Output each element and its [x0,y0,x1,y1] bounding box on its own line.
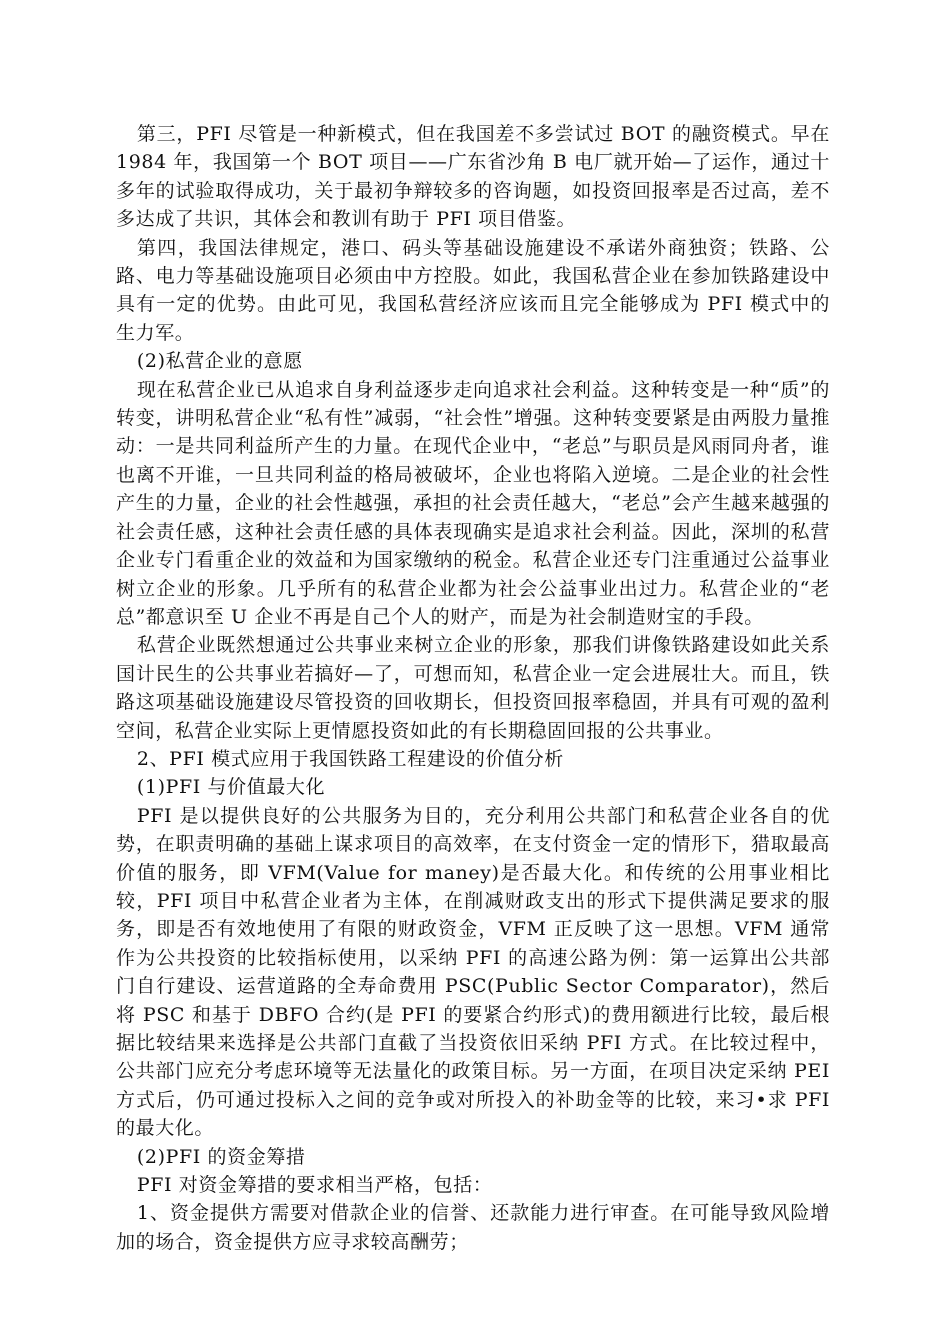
heading-pfi-value-maximization: (1)PFI 与价值最大化 [136,776,326,799]
heading-value-analysis: 2、PFI 模式应用于我国铁路工程建设的价值分析 [136,747,564,770]
paragraph-financing-item-1: 1、资金提供方需要对借款企业的信誉、还款能力进行审查。在可能导致风险增加的场合，资金提供方应寻求较高酬劳； [116,1202,830,1253]
paragraph-railway-investment: 私营企业既然想通过公共事业来树立企业的形象，那我们讲像铁路建设如此关系国计民生的公共事业若搞好—了，可想而知，私营企业一定会进展壮大。而且，铁路这项基础设施建设尽管投资的回收期长，但投资回报率稳固，并具有可观的盈利空间，私营企业实际上更情愿投资如此的有长期稳固回报的公共事业。 [116,634,830,742]
paragraph-vfm: PFI 是以提供良好的公共服务为目的，充分利用公共部门和私营企业各自的优势，在职责明确的基础上谋求项目的高效率，在支付资金一定的情形下，猎取最高价值的服务，即 VFM(Value for maney)是否最大化。和传统的公用事业相比较，PFI 项目中私营企业者为主体，在削减财政支出的形式下提供满足要求的服务，即是否有效地使用了有限的财政资金，VFM 正反映了这一思想。VFM 通常作为公共投资的比较指标使用，以采纳 PFI 的高速公路为例：第一运算出公共部门自行建设、运营道路的全寿命费用 PSC(Public Sector Comparator)，然后将 PSC 和基于 DBFO 合约(是 PFI 的要紧合约形式)的费用额进行比较，最后根据比较结果来选择是公共部门直截了当投资依旧采纳 PFI 方式。在比较过程中，公共部门应充分考虑环境等无法量化的政策目标。另一方面，在项目决定采纳 PEI 方式后，仍可通过投标入之间的竞争或对所投入的补助金等的比较，来习•求 PFI 的最大化。 [116,804,830,1140]
heading-private-enterprise-willingness: (2)私营企业的意愿 [136,350,303,373]
paragraph-financing-requirements: PFI 对资金筹措的要求相当严格，包括： [136,1174,493,1197]
paragraph-social-interest: 现在私营企业已从追求自身利益逐步走向追求社会利益。这种转变是一种“质”的转变，讲明私营企业“私有性”减弱，“社会性”增强。这种转变要紧是由两股力量推动：一是共同利益所产生的力量。在现代企业中，“老总”与职员是风雨同舟者，谁也离不开谁，一旦共同利益的格局被破坏，企业也将陷入逆境。二是企业的社会性产生的力量，企业的社会性越强，承担的社会责任越大，“老总”会产生越来越强的社会责任感，这种社会责任感的具体表现确实是追求社会利益。因此，深圳的私营企业专门看重企业的效益和为国家缴纳的税金。私营企业还专门注重通过公益事业树立企业的形象。几乎所有的私营企业都为社会公益事业出过力。私营企业的“老总”都意识至 U 企业不再是自己个人的财产，而是为社会制造财宝的手段。 [116,378,830,628]
heading-pfi-financing: (2)PFI 的资金筹措 [136,1145,306,1168]
paragraph-fourth-point: 第四，我国法律规定，港口、码头等基础设施建设不承诺外商独资；铁路、公路、电力等基础设施项目必须由中方控股。如此，我国私营企业在参加铁路建设中具有一定的优势。由此可见，我国私营经济应该而且完全能够成为 PFI 模式中的生力军。 [116,236,830,344]
paragraph-third-point: 第三，PFI 尽管是一种新模式，但在我国差不多尝试过 BOT 的融资模式。早在 1984 年，我国第一个 BOT 项目——广东省沙角 B 电厂就开始—了运作，通过十多年的试验取得成功，关于最初争辩较多的咨询题，如投资回报率是否过高，差不多达成了共识，其体会和教训有助于 PFI 项目借鉴。 [116,123,830,231]
document-body [116,120,830,1256]
